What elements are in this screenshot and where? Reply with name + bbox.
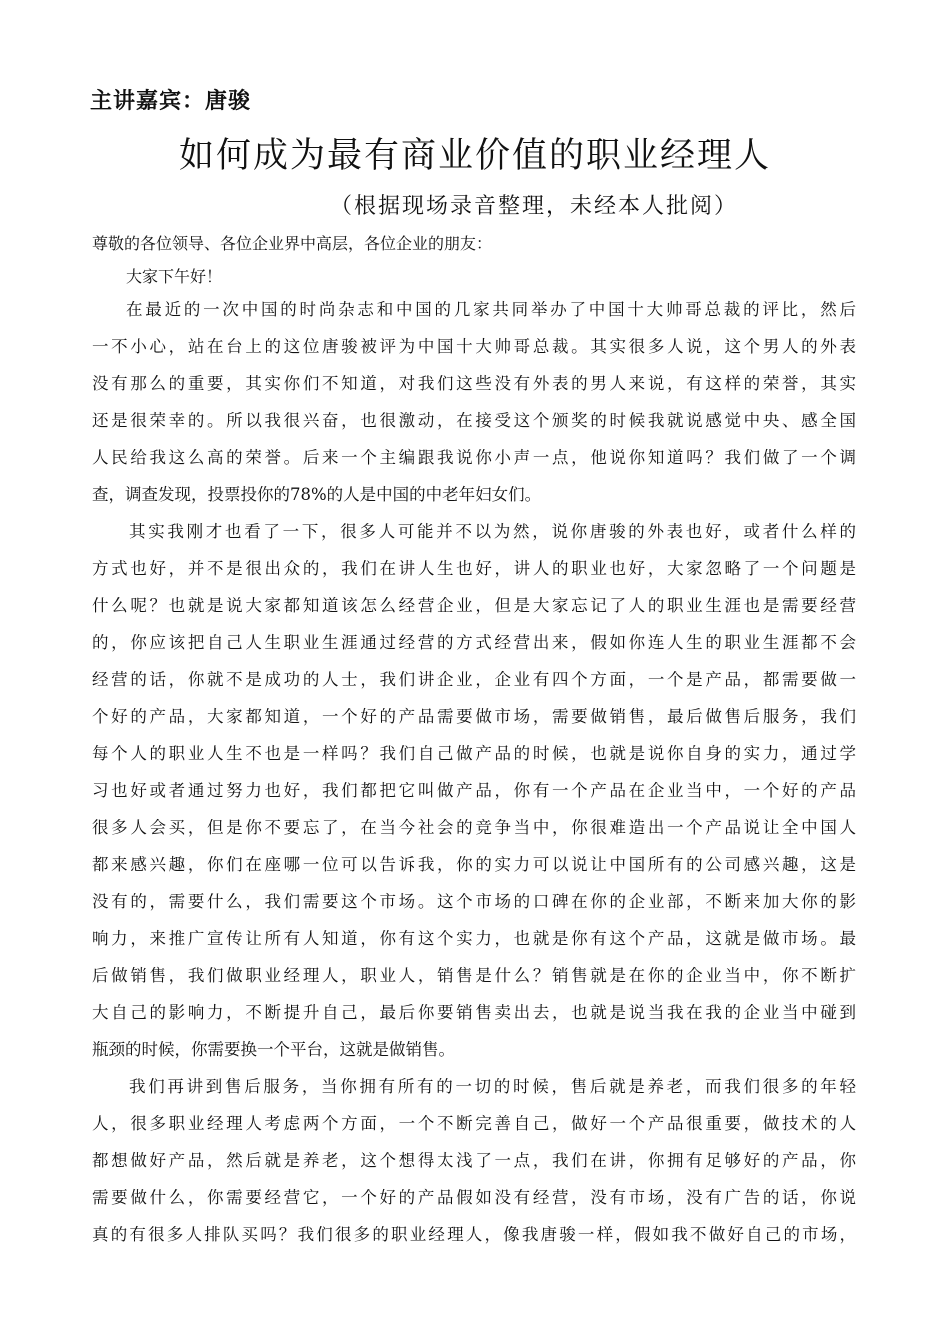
opening-line: 大家下午好！ (126, 267, 223, 286)
page-subtitle: （根据现场录音整理，未经本人批阅） (330, 194, 739, 219)
body-line: 没有那么的重要，其实你们不知道，对我们这些没有外表的男人来说，有这样的荣誉，其实 (92, 374, 856, 393)
body-line: 其实我刚才也看了一下，很多人可能并不以为然，说你唐骏的外表也好，或者什么样的 (129, 522, 856, 541)
body-line: 人，很多职业经理人考虑两个方面，一个不断完善自己，做好一个产品很重要，做技术的人 (92, 1114, 856, 1133)
body-line: 我们再讲到售后服务，当你拥有所有的一切的时候，售后就是养老，而我们很多的年轻 (129, 1077, 856, 1096)
body-line: 方式也好，并不是很出众的，我们在讲人生也好，讲人的职业也好，大家忽略了一个问题是 (92, 559, 856, 578)
speaker-line: 主讲嘉宾：唐骏 (90, 89, 252, 114)
body-line: 在最近的一次中国的时尚杂志和中国的几家共同举办了中国十大帅哥总裁的评比，然后 (126, 300, 856, 319)
body-line: 真的有很多人排队买吗？我们很多的职业经理人，像我唐骏一样，假如我不做好自己的市场， (92, 1225, 856, 1244)
body-line: 每个人的职业人生不也是一样吗？我们自己做产品的时候，也就是说你自身的实力，通过学 (92, 744, 856, 763)
body-line: 一不小心，站在台上的这位唐骏被评为中国十大帅哥总裁。其实很多人说，这个男人的外表 (92, 337, 856, 356)
body-line: 都来感兴趣，你们在座哪一位可以告诉我，你的实力可以说让中国所有的公司感兴趣，这是 (92, 855, 856, 874)
body-line: 很多人会买，但是你不要忘了，在当今社会的竞争当中，你很难造出一个产品说让全中国人 (92, 818, 856, 837)
body-line: 个好的产品，大家都知道，一个好的产品需要做市场，需要做销售，最后做售后服务，我们 (92, 707, 856, 726)
body-line: 都想做好产品，然后就是养老，这个想得太浅了一点，我们在讲，你拥有足够好的产品，你 (92, 1151, 856, 1170)
body-line: 什么呢？也就是说大家都知道该怎么经营企业，但是大家忘记了人的职业生涯也是需要经营 (92, 596, 856, 615)
body-line: 后做销售，我们做职业经理人，职业人，销售是什么？销售就是在你的企业当中，你不断扩 (92, 966, 856, 985)
body-line: 需要做什么，你需要经营它，一个好的产品假如没有经营，没有市场，没有广告的话，你说 (92, 1188, 856, 1207)
body-line: 没有的，需要什么，我们需要这个市场。这个市场的口碑在你的企业部，不断来加大你的影 (92, 892, 856, 911)
body-line: 查，调查发现，投票投你的78%的人是中国的中老年妇女们。 (92, 485, 542, 504)
body-line: 响力，来推广宣传让所有人知道，你有这个实力，也就是你有这个产品，这就是做市场。最 (92, 929, 856, 948)
body-line: 人民给我这么高的荣誉。后来一个主编跟我说你小声一点，他说你知道吗？我们做了一个调 (92, 448, 856, 467)
body-line: 还是很荣幸的。所以我很兴奋，也很激动，在接受这个颁奖的时候我就说感觉中央、感全国 (92, 411, 856, 430)
body-line: 经营的话，你就不是成功的人士，我们讲企业，企业有四个方面，一个是产品，都需要做一 (92, 670, 856, 689)
body-line: 的，你应该把自己人生职业生涯通过经营的方式经营出来，假如你连人生的职业生涯都不会 (92, 633, 856, 652)
page-title: 如何成为最有商业价值的职业经理人 (178, 136, 771, 176)
body-line: 瓶颈的时候，你需要换一个平台，这就是做销售。 (92, 1040, 455, 1059)
greeting-line: 尊敬的各位领导、各位企业界中高层，各位企业的朋友： (92, 234, 493, 253)
body-line: 习也好或者通过努力也好，我们都把它叫做产品，你有一个产品在企业当中，一个好的产品 (92, 781, 856, 800)
body-line: 大自己的影响力，不断提升自己，最后你要销售卖出去，也就是说当我在我的企业当中碰到 (92, 1003, 856, 1022)
